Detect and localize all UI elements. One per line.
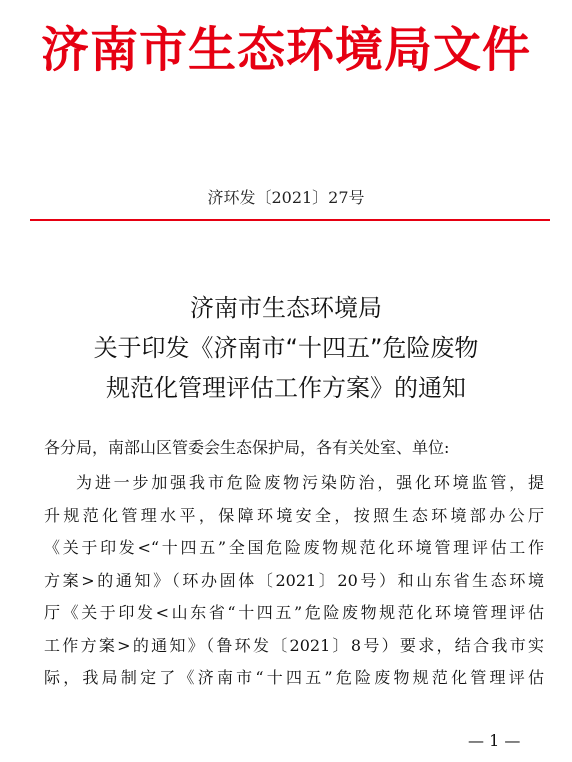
body-line-3: 《关于印发<“十四五”全国危险废物规范化环境管理评估工作 (44, 538, 544, 557)
document-masthead: 济南市生态环境局文件 (40, 22, 531, 78)
notice-title (0, 288, 572, 408)
body-line-5: 厅《关于印发<山东省“十四五”危险废物规范化环境管理评估 (44, 603, 544, 622)
body-line-7: 际，我局制定了《济南市“十四五”危险废物规范化管理评估 (44, 668, 544, 687)
notice-title-line-2: 关于印发《济南市“十四五”危险废物 (93, 334, 479, 362)
notice-title-line-3: 规范化管理评估工作方案》的通知 (106, 374, 466, 402)
document-number: 济环发〔2021〕27号 (207, 188, 365, 207)
body-line-4: 方案>的通知》（环办固体〔2021〕20号）和山东省生态环境 (44, 570, 544, 590)
body-paragraph (44, 467, 544, 695)
body-line-2: 升规范化管理水平，保障环境安全，按照生态环境部办公厅 (44, 505, 544, 525)
addressee-line: 各分局，南部山区管委会生态保护局，各有关处室、单位: (44, 438, 450, 457)
body-line-6: 工作方案>的通知》（鲁环发〔2021〕8号）要求，结合我市实 (44, 635, 544, 655)
red-separator-line (30, 219, 550, 221)
notice-title-line-1: 济南市生态环境局 (190, 294, 382, 322)
body-line-1: 为进一步加强我市危险废物污染防治，强化环境监管，提 (76, 473, 544, 492)
page-number: — 1 — (468, 731, 521, 750)
